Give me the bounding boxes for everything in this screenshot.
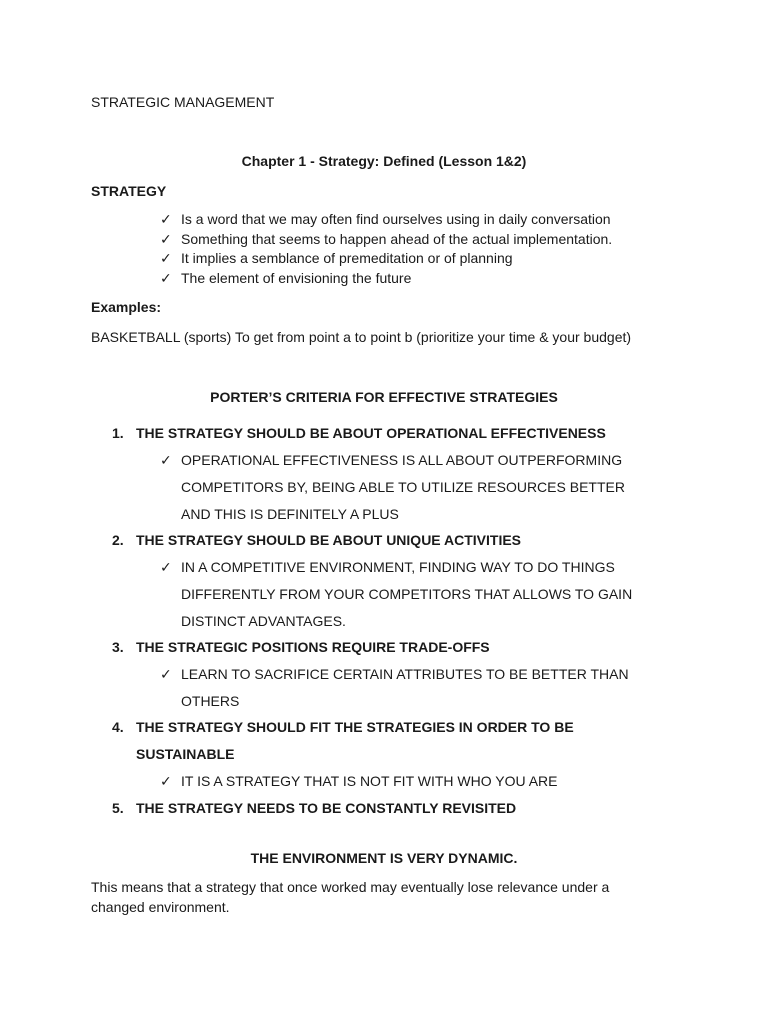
environment-title: THE ENVIRONMENT IS VERY DYNAMIC. [250, 850, 518, 866]
check-icon: ✓ [160, 773, 172, 789]
environment-text-line: changed environment. [91, 899, 230, 915]
check-icon: ✓ [160, 211, 172, 227]
examples-label: Examples: [91, 299, 162, 315]
environment-text-line: This means that a strategy that once worked may eventually lose relevance under a [91, 879, 610, 895]
check-icon: ✓ [160, 270, 172, 286]
porter-criteria-title: PORTER’S CRITERIA FOR EFFECTIVE STRATEGIES [210, 389, 558, 405]
check-icon: ✓ [160, 452, 172, 468]
check-icon: ✓ [160, 666, 172, 682]
check-icon: ✓ [160, 231, 172, 247]
document-heading: STRATEGIC MANAGEMENT [91, 94, 275, 110]
check-icon: ✓ [160, 250, 172, 266]
example-text: BASKETBALL (sports) To get from point a to point b (prioritize your time & your budget) [91, 329, 632, 345]
check-icon: ✓ [160, 559, 172, 575]
chapter-title: Chapter 1 - Strategy: Defined (Lesson 1&2) [241, 153, 527, 169]
strategy-label: STRATEGY [91, 183, 167, 199]
